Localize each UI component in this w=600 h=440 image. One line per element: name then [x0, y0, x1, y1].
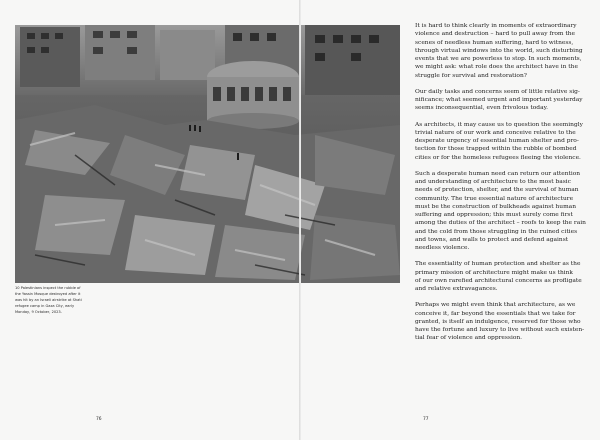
essay-paragraph-2: Our daily tasks and concerns seem of little relative sig- nificance; what seemed urgent and important yesterday seems inconsequential, even frivolous today.	[415, 88, 583, 112]
essay-paragraph-6: Perhaps we might even think that architecture, as we conceive it, far beyond the essentials that we take for granted, is itself an indulgence, reserved for those who have the fortune and luxury to live without such existen- tial fear of violence and oppression.	[415, 302, 585, 342]
page-number-left: 76	[96, 417, 102, 422]
essay-paragraph-1: It is hard to think clearly in moments of extraordinary violence and destruction – hard to pull away from the scenes of needless human suffering, hard to witness, through virtual windows into the world, such disturbing events that we are powerless to stop. In such moments, we might ask: what role does the architect have in the struggle for survival and restoration?	[415, 23, 583, 79]
essay-paragraph-5: The essentiality of human protection and shelter as the primary mission of architecture might make us think of our own rarefied architectural concerns as profligate and relative extravagances.	[415, 261, 582, 292]
page-number-right: 77	[423, 417, 429, 422]
page-gutter	[299, 0, 301, 440]
essay-text-column	[415, 22, 587, 351]
photo-caption: 10 Palestinians inspect the rubble of the Yassin Mosque destroyed after it was hit by an Israeli airstrike at Shati refugee camp in Gaza City, early Monday, 9 October, 2023.	[15, 286, 82, 315]
rubble-photograph-illustration	[15, 25, 400, 283]
rubble-photograph	[15, 25, 400, 283]
essay-paragraph-4: Such a desperate human need can return our attention and understanding of architecture to the most basic needs of protection, shelter, and the survival of human community. The true essential nature of architecture must be the construction of bulkheads against human suffering and oppression; this must surely come first among the duties of the architect – roofs to keep the rain and the cold from those struggling in the ruined cities and towns, and walls to protect and defend against needless violence.	[415, 170, 586, 251]
essay-paragraph-3: As architects, it may cause us to question the seemingly trivial nature of our work and conceive relative to the desperate urgency of essential human shelter and pro- tection for those trapped within the rubble of bombed cities or for the homeless refugees fleeing the violence.	[415, 121, 583, 161]
